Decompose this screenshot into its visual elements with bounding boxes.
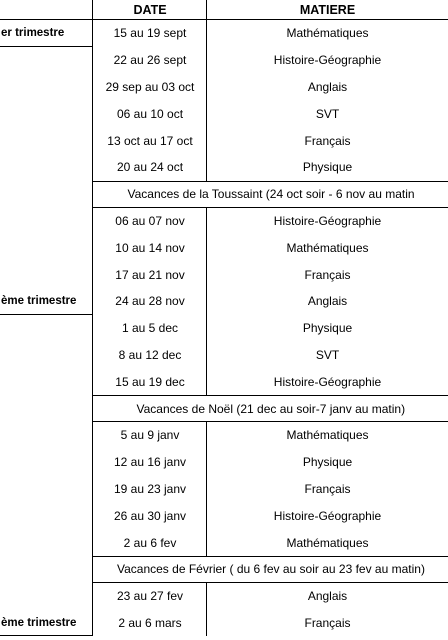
- subject: Mathématiques: [286, 428, 369, 443]
- week-date: 2 au 6 fev: [123, 535, 177, 550]
- subject: Anglais: [307, 589, 348, 604]
- subject: Physique: [302, 160, 353, 175]
- subject: Physique: [302, 455, 353, 470]
- term-column-divider: [92, 74, 93, 101]
- term-column-divider: [92, 208, 93, 235]
- table-row: [0, 502, 448, 529]
- vacation-label: Vacances de Noël (21 dec au soir-7 janv au matin): [136, 401, 406, 416]
- term-label: [0, 261, 93, 288]
- table-row: [0, 422, 448, 449]
- vacation-row: [92, 395, 448, 422]
- term-underline: [0, 46, 93, 47]
- subject: Mathématiques: [286, 26, 369, 41]
- week-date: 8 au 12 dec: [118, 347, 182, 362]
- week-date: 24 au 28 nov: [115, 294, 185, 309]
- date-column-divider: [206, 74, 207, 101]
- term-column-divider: [92, 476, 93, 503]
- table-row: [0, 315, 448, 342]
- term-column-divider: [92, 502, 93, 529]
- week-date: 1 au 5 dec: [121, 321, 179, 336]
- table-row: [0, 342, 448, 369]
- vacation-row: [92, 181, 448, 208]
- date-column-divider: [206, 47, 207, 74]
- term-column-divider: [92, 556, 93, 583]
- table-row: [0, 154, 448, 181]
- date-column-divider: [206, 127, 207, 154]
- term-label: [0, 502, 93, 529]
- term-column-divider: [92, 0, 93, 20]
- term-column-divider: [92, 154, 93, 181]
- subject: SVT: [315, 106, 340, 121]
- term-label: [0, 422, 93, 449]
- subject: Histoire-Géographie: [273, 213, 382, 228]
- term-column-divider: [92, 261, 93, 288]
- week-date: 19 au 23 janv: [113, 481, 187, 496]
- table-row: [0, 234, 448, 261]
- date-column-header: DATE: [133, 3, 167, 17]
- term-label: [0, 529, 93, 556]
- term-column-divider: [92, 288, 93, 315]
- week-date: 5 au 9 janv: [120, 428, 180, 443]
- table-row: [0, 47, 448, 74]
- subject: Français: [304, 615, 351, 630]
- term-label: [0, 47, 93, 74]
- term-column-divider: [92, 181, 93, 208]
- date-column-divider: [206, 20, 207, 47]
- week-date: 13 oct au 17 oct: [107, 133, 193, 148]
- matiere-column-header: MATIERE: [299, 3, 356, 17]
- week-date: 26 au 30 janv: [113, 508, 187, 523]
- date-column-divider: [206, 208, 207, 235]
- subject: Anglais: [307, 294, 348, 309]
- subject: Français: [304, 267, 351, 282]
- vacation-label: Vacances de la Toussaint (24 oct soir - 6 nov au matin: [127, 187, 415, 202]
- term-column-divider: [92, 342, 93, 369]
- week-date: 15 au 19 dec: [115, 374, 185, 389]
- table-row: [0, 476, 448, 503]
- term-column-divider: [92, 422, 93, 449]
- subject: Mathématiques: [286, 240, 369, 255]
- term-label: [0, 74, 93, 101]
- table-row: [0, 288, 448, 315]
- term-label: [0, 154, 93, 181]
- week-date: 15 au 19 sept: [113, 26, 187, 41]
- date-column-divider: [206, 100, 207, 127]
- week-date: 06 au 07 nov: [115, 213, 185, 228]
- term-label: [0, 100, 93, 127]
- date-column-divider: [206, 529, 207, 556]
- subject: Français: [304, 481, 351, 496]
- date-column-divider: [206, 288, 207, 315]
- subject: Histoire-Géographie: [273, 374, 382, 389]
- term-column-divider: [92, 368, 93, 395]
- term-column-divider: [92, 47, 93, 74]
- date-column-divider: [206, 261, 207, 288]
- subject: Physique: [302, 321, 353, 336]
- term-label: [0, 449, 93, 476]
- date-column-divider: [206, 315, 207, 342]
- week-date: 20 au 24 oct: [116, 160, 184, 175]
- table-row: [0, 261, 448, 288]
- term-column-divider: [92, 315, 93, 342]
- term-label: [0, 583, 93, 610]
- subject: Histoire-Géographie: [273, 508, 382, 523]
- week-date: 10 au 14 nov: [115, 240, 185, 255]
- date-column-divider: [206, 234, 207, 261]
- term-underline: [0, 635, 93, 636]
- week-date: 06 au 10 oct: [116, 106, 184, 121]
- table-row: [0, 127, 448, 154]
- subject: Anglais: [307, 79, 348, 94]
- term-column-divider: [92, 610, 93, 637]
- table-row: [0, 368, 448, 395]
- term-column-divider: [92, 234, 93, 261]
- table-row: [0, 583, 448, 610]
- term-label: [0, 208, 93, 235]
- table-row: [0, 529, 448, 556]
- term-label: [0, 342, 93, 369]
- term-column-divider: [92, 529, 93, 556]
- term-column-divider: [92, 127, 93, 154]
- date-column-divider: [206, 476, 207, 503]
- term-label: ème trimestre: [1, 295, 77, 308]
- week-date: 2 au 6 mars: [118, 615, 182, 630]
- term-underline: [0, 314, 93, 315]
- date-column-divider: [206, 342, 207, 369]
- date-column-divider: [206, 0, 207, 20]
- term-column-divider: [92, 583, 93, 610]
- term-label: [0, 234, 93, 261]
- subject: Histoire-Géographie: [273, 53, 382, 68]
- term-label: [0, 476, 93, 503]
- term-column-divider: [92, 449, 93, 476]
- week-date: 23 au 27 fev: [116, 589, 184, 604]
- term-label: er trimestre: [1, 27, 65, 40]
- table-row: [0, 74, 448, 101]
- table-row: [0, 610, 448, 637]
- week-date: 22 au 26 sept: [113, 53, 187, 68]
- date-column-divider: [206, 583, 207, 610]
- term-column-divider: [92, 20, 93, 47]
- week-date: 12 au 16 janv: [113, 455, 187, 470]
- week-date: 29 sep au 03 oct: [105, 79, 195, 94]
- table-row: [0, 208, 448, 235]
- date-column-divider: [206, 422, 207, 449]
- term-label: [0, 315, 93, 342]
- date-column-divider: [206, 502, 207, 529]
- date-column-divider: [206, 154, 207, 181]
- table-row: [0, 20, 448, 47]
- table-row: [0, 100, 448, 127]
- subject: Mathématiques: [286, 535, 369, 550]
- table-row: [0, 449, 448, 476]
- term-column-divider: [92, 395, 93, 422]
- header-divider: [0, 19, 448, 20]
- term-label: [0, 368, 93, 395]
- vacation-label: Vacances de Février ( du 6 fev au soir au 23 fev au matin): [117, 562, 425, 577]
- subject: Français: [304, 133, 351, 148]
- date-column-divider: [206, 610, 207, 637]
- week-date: 17 au 21 nov: [115, 267, 185, 282]
- date-column-divider: [206, 449, 207, 476]
- date-column-divider: [206, 368, 207, 395]
- term-label: ème trimestre: [1, 616, 77, 629]
- term-column-divider: [92, 100, 93, 127]
- header-row: [0, 0, 448, 20]
- subject: SVT: [315, 347, 340, 362]
- term-label: [0, 127, 93, 154]
- vacation-row: [92, 556, 448, 583]
